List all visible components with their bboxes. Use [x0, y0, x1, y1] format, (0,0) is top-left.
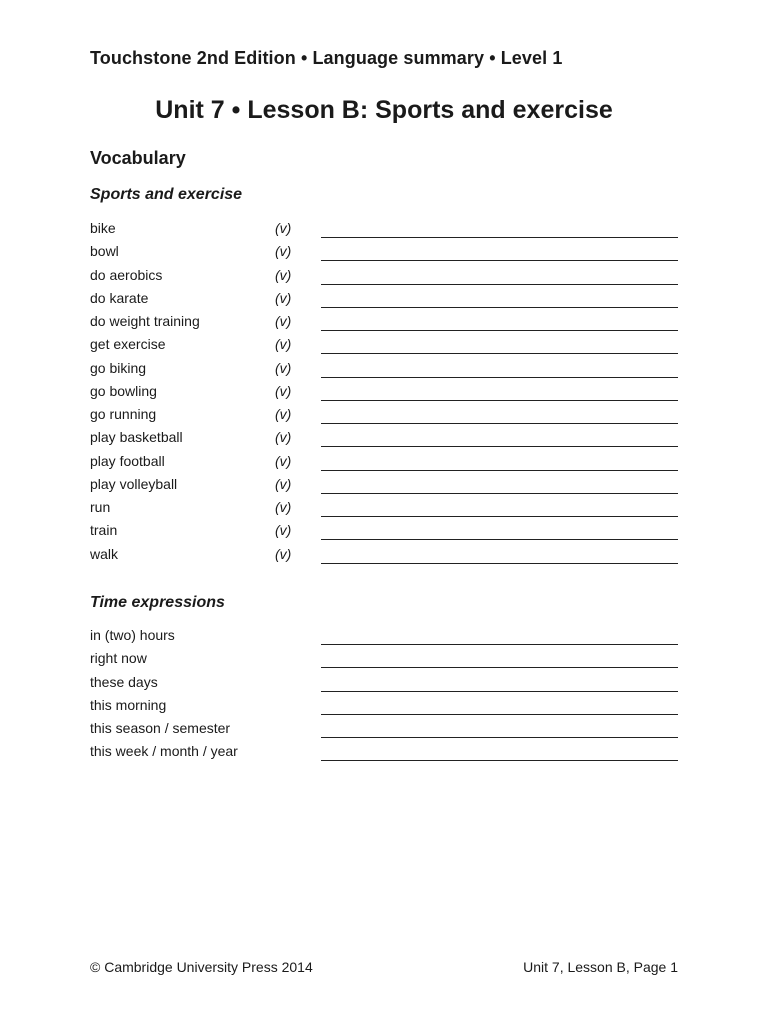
- vocab-row: [90, 672, 678, 695]
- sports-exercise-heading: Sports and exercise: [90, 186, 243, 203]
- vocab-row: [90, 625, 678, 648]
- answer-line[interactable]: [321, 284, 678, 285]
- part-of-speech: (v): [275, 382, 292, 399]
- vocab-row: [90, 311, 678, 334]
- answer-line[interactable]: [321, 260, 678, 261]
- part-of-speech: (v): [275, 359, 292, 376]
- vocab-term: walk: [90, 545, 119, 562]
- vocab-row: [90, 520, 678, 543]
- vocab-row: [90, 695, 678, 718]
- answer-line[interactable]: [321, 377, 678, 378]
- answer-line[interactable]: [321, 423, 678, 424]
- vocab-term: go bowling: [90, 382, 157, 399]
- vocab-row: [90, 218, 678, 241]
- answer-line[interactable]: [321, 400, 678, 401]
- part-of-speech: (v): [275, 429, 292, 446]
- answer-line[interactable]: [321, 330, 678, 331]
- vocab-term: train: [90, 522, 118, 539]
- vocab-row: [90, 404, 678, 427]
- copyright-footer: © Cambridge University Press 2014: [90, 959, 313, 975]
- vocab-row: [90, 718, 678, 741]
- vocab-term: play basketball: [90, 429, 183, 446]
- time-expressions-heading: Time expressions: [90, 594, 225, 611]
- part-of-speech: (v): [275, 243, 292, 260]
- answer-line[interactable]: [321, 539, 678, 540]
- part-of-speech: (v): [275, 452, 292, 469]
- vocab-term: bowl: [90, 243, 119, 260]
- answer-line[interactable]: [321, 237, 678, 238]
- vocab-term: these days: [90, 673, 158, 690]
- answer-line[interactable]: [321, 644, 678, 645]
- vocab-term: go running: [90, 406, 157, 422]
- vocab-term: run: [90, 499, 111, 515]
- series-header: Touchstone 2nd Edition • Language summary • Level 1: [90, 48, 563, 68]
- answer-line[interactable]: [321, 353, 678, 354]
- vocab-term: bike: [90, 220, 116, 236]
- time-expressions-list: [90, 625, 678, 765]
- vocab-term: this morning: [90, 696, 167, 713]
- part-of-speech: (v): [275, 475, 292, 492]
- answer-line[interactable]: [321, 446, 678, 447]
- part-of-speech: (v): [275, 220, 292, 236]
- answer-line[interactable]: [321, 563, 678, 564]
- part-of-speech: (v): [275, 545, 292, 562]
- page-title: Unit 7 • Lesson B: Sports and exercise: [155, 96, 613, 124]
- vocab-row: [90, 241, 678, 264]
- part-of-speech: (v): [275, 289, 292, 306]
- vocab-term: do weight training: [90, 313, 200, 329]
- vocab-term: play volleyball: [90, 475, 178, 492]
- vocab-row: [90, 265, 678, 288]
- part-of-speech: (v): [275, 313, 292, 329]
- vocab-term: right now: [90, 650, 147, 667]
- answer-line[interactable]: [321, 760, 678, 761]
- vocab-row: [90, 427, 678, 450]
- vocab-row: [90, 358, 678, 381]
- part-of-speech: (v): [275, 406, 292, 422]
- vocab-term: in (two) hours: [90, 627, 175, 643]
- vocab-row: [90, 334, 678, 357]
- vocab-row: [90, 497, 678, 520]
- vocab-row: [90, 648, 678, 671]
- vocab-term: do karate: [90, 289, 149, 306]
- vocab-term: get exercise: [90, 336, 166, 353]
- answer-line[interactable]: [321, 667, 678, 668]
- answer-line[interactable]: [321, 493, 678, 494]
- vocab-row: [90, 741, 678, 764]
- answer-line[interactable]: [321, 516, 678, 517]
- vocab-row: [90, 288, 678, 311]
- answer-line[interactable]: [321, 737, 678, 738]
- vocab-term: this season / semester: [90, 720, 231, 736]
- vocab-row: [90, 451, 678, 474]
- page-reference-footer: Unit 7, Lesson B, Page 1: [523, 959, 678, 975]
- vocab-row: [90, 474, 678, 497]
- vocabulary-heading: Vocabulary: [90, 148, 186, 168]
- part-of-speech: (v): [275, 336, 292, 353]
- vocab-row: [90, 544, 678, 567]
- vocab-term: play football: [90, 452, 165, 469]
- part-of-speech: (v): [275, 499, 292, 515]
- part-of-speech: (v): [275, 522, 292, 539]
- answer-line[interactable]: [321, 307, 678, 308]
- answer-line[interactable]: [321, 714, 678, 715]
- vocab-term: this week / month / year: [90, 743, 238, 760]
- part-of-speech: (v): [275, 266, 292, 283]
- vocab-term: do aerobics: [90, 266, 163, 283]
- answer-line[interactable]: [321, 470, 678, 471]
- vocab-term: go biking: [90, 359, 147, 376]
- sports-vocab-list: [90, 218, 678, 567]
- vocab-row: [90, 381, 678, 404]
- answer-line[interactable]: [321, 691, 678, 692]
